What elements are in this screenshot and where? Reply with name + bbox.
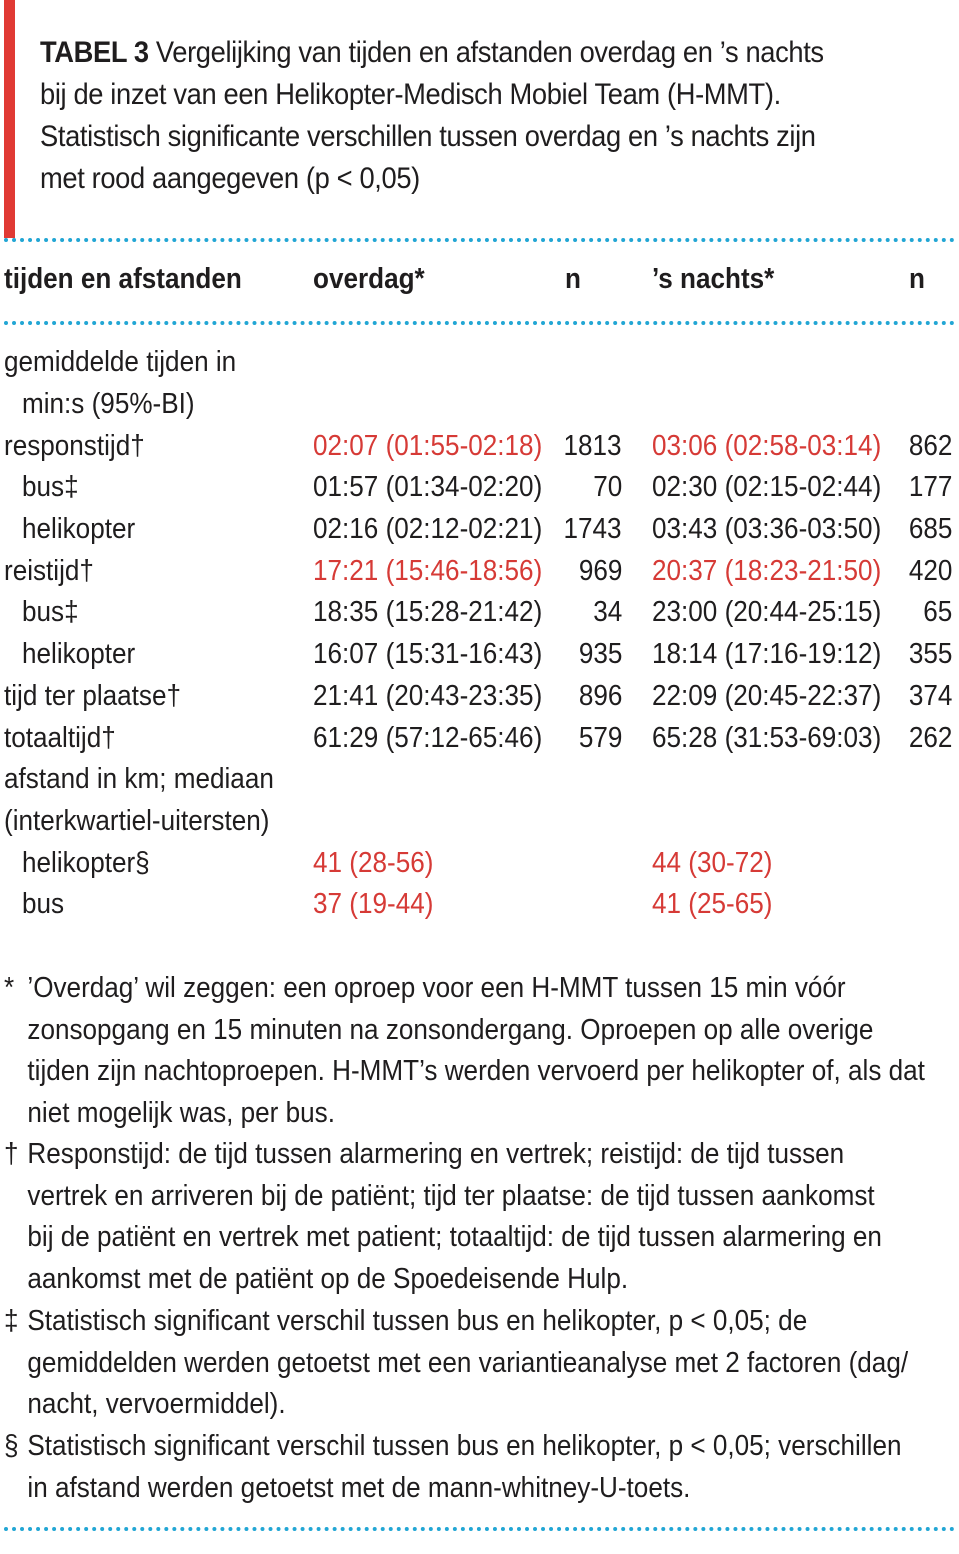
value-overdag: 37 (19-44) [313, 888, 434, 920]
row-label: gemiddelde tijden in [4, 346, 237, 378]
table-caption [40, 32, 941, 200]
table-number: TABEL 3 [40, 36, 149, 69]
row-label: bus [22, 888, 65, 920]
value-n-night: 177 [908, 471, 952, 503]
row-label: responstijd† [4, 430, 145, 462]
row-label: min:s (95%-BI) [22, 388, 195, 420]
value-nachts: 03:06 (02:58-03:14) [652, 430, 882, 462]
value-n-night: 862 [908, 430, 952, 462]
header-n-day: n [565, 263, 581, 295]
footnote-symbol: § [4, 1430, 19, 1462]
table-row [4, 342, 955, 383]
footnote-symbol: † [4, 1138, 19, 1170]
footnote-text [27, 1301, 949, 1426]
footnote-line: bij de patiënt en vertrek met patient; totaaltijd: de tijd tussen alarmering en [27, 1221, 882, 1254]
footnote-text [27, 1426, 949, 1509]
table-row [4, 509, 955, 550]
table-row [4, 426, 955, 467]
row-label: reistijd† [4, 555, 94, 587]
value-n-night: 374 [908, 680, 952, 712]
value-overdag: 17:21 (15:46-18:56) [313, 555, 543, 587]
table-row [4, 718, 955, 759]
table-row [4, 634, 955, 675]
value-nachts: 02:30 (02:15-02:44) [652, 471, 882, 503]
divider-top [4, 238, 955, 242]
table-row [4, 551, 955, 592]
caption-line-3: Statistisch significante verschillen tussen overdag en ’s nachts zijn [40, 120, 816, 153]
table-row [4, 676, 955, 717]
value-n-day: 1743 [563, 513, 622, 545]
header-overdag: overdag* [313, 263, 425, 295]
value-overdag: 02:07 (01:55-02:18) [313, 430, 543, 462]
header-n-night: n [909, 263, 925, 295]
value-overdag: 01:57 (01:34-02:20) [313, 471, 543, 503]
divider-header [4, 321, 955, 325]
footnote-line: vertrek en arriveren bij de patiënt; tijd ter plaatse: de tijd tussen aankomst [27, 1179, 875, 1212]
footnote-line: aankomst met de patiënt op de Spoedeisende Hulp. [27, 1262, 629, 1295]
value-nachts: 22:09 (20:45-22:37) [652, 680, 882, 712]
row-label: (interkwartiel-uitersten) [4, 805, 270, 837]
value-nachts: 18:14 (17:16-19:12) [652, 638, 882, 670]
footnote-line: zonsopgang en 15 minuten na zonsondergang. Oproepen op alle overige [27, 1013, 874, 1046]
row-label: helikopter [22, 638, 136, 670]
value-nachts: 03:43 (03:36-03:50) [652, 513, 882, 545]
value-nachts: 41 (25-65) [652, 888, 773, 920]
value-overdag: 21:41 (20:43-23:35) [313, 680, 543, 712]
header-nachts: ’s nachts* [652, 263, 775, 295]
caption-line-2: bij de inzet van een Helikopter-Medisch Mobiel Team (H-MMT). [40, 78, 781, 111]
table-row [4, 467, 955, 508]
value-n-day: 34 [592, 596, 622, 628]
value-nachts: 65:28 (31:53-69:03) [652, 722, 882, 754]
caption-line-4: met rood aangegeven (p < 0,05) [40, 162, 420, 195]
value-n-day: 70 [592, 471, 622, 503]
value-nachts: 44 (30-72) [652, 847, 773, 879]
row-label: tijd ter plaatse† [4, 680, 182, 712]
value-n-day: 579 [578, 722, 622, 754]
table-header-row [4, 259, 955, 300]
footnote-line: gemiddelden werden getoetst met een variantieanalyse met 2 factoren (dag/ [27, 1346, 909, 1379]
value-nachts: 20:37 (18:23-21:50) [652, 555, 882, 587]
footnote-line: Statistisch significant verschil tussen bus en helikopter, p < 0,05; de [27, 1305, 808, 1337]
value-n-day: 935 [578, 638, 622, 670]
row-label: afstand in km; mediaan [4, 763, 274, 795]
row-label: helikopter [22, 513, 136, 545]
value-n-night: 420 [908, 555, 952, 587]
value-overdag: 02:16 (02:12-02:21) [313, 513, 543, 545]
table-row [4, 759, 955, 800]
value-n-day: 1813 [563, 430, 622, 462]
footnote-line: ’Overdag’ wil zeggen: een oproep voor een H-MMT tussen 15 min vóór [27, 972, 846, 1004]
value-overdag: 41 (28-56) [313, 847, 434, 879]
row-label: totaaltijd† [4, 722, 116, 754]
footnote-line: in afstand werden getoetst met de mann-whitney-U-toets. [27, 1471, 691, 1504]
row-label: bus‡ [22, 471, 79, 503]
footnote-line: Responstijd: de tijd tussen alarmering en vertrek; reistijd: de tijd tussen [27, 1138, 845, 1170]
header-label: tijden en afstanden [4, 263, 242, 295]
accent-bar [4, 0, 15, 238]
footnote-symbol: * [4, 972, 15, 1004]
footnote-text [27, 968, 949, 1134]
value-nachts: 23:00 (20:44-25:15) [652, 596, 882, 628]
table-row [4, 801, 955, 842]
value-n-night: 262 [908, 722, 952, 754]
footnote-line: Statistisch significant verschil tussen bus en helikopter, p < 0,05; verschillen [27, 1430, 902, 1462]
value-n-day: 969 [578, 555, 622, 587]
row-label: helikopter§ [22, 847, 150, 879]
value-overdag: 61:29 (57:12-65:46) [313, 722, 543, 754]
table-row [4, 384, 955, 425]
value-n-night: 355 [908, 638, 952, 670]
value-n-night: 685 [908, 513, 952, 545]
footnote-symbol: ‡ [4, 1305, 19, 1337]
divider-bottom [4, 1527, 955, 1531]
caption-line-1: TABEL 3 Vergelijking van tijden en afstanden overdag en ’s nachts [40, 36, 824, 69]
footnote-line: nacht, vervoermiddel). [27, 1388, 286, 1421]
row-label: bus‡ [22, 596, 79, 628]
table-row [4, 884, 955, 925]
table-row [4, 592, 955, 633]
value-overdag: 18:35 (15:28-21:42) [313, 596, 543, 628]
value-overdag: 16:07 (15:31-16:43) [313, 638, 543, 670]
footnote-line: tijden zijn nachtoproepen. H-MMT’s werden vervoerd per helikopter of, als dat [27, 1055, 925, 1088]
footnote-line: niet mogelijk was, per bus. [27, 1096, 335, 1129]
value-n-night: 65 [922, 596, 952, 628]
footnote-text [27, 1134, 949, 1300]
value-n-day: 896 [578, 680, 622, 712]
table-row [4, 843, 955, 884]
